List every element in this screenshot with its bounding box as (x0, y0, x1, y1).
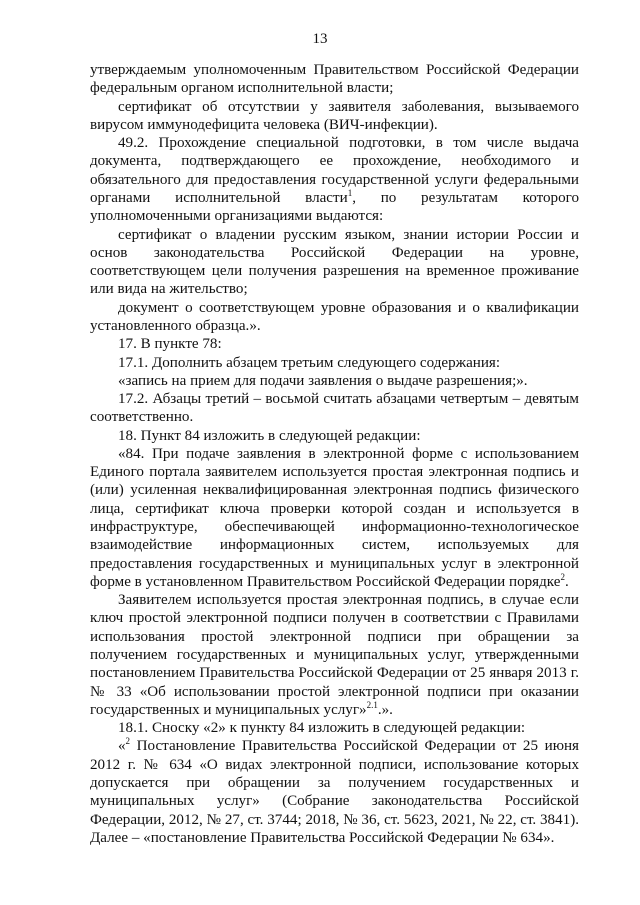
footnote-ref: 1 (347, 187, 353, 198)
paragraph-p12 (90, 591, 579, 719)
paragraph-p4 (90, 226, 579, 299)
paragraph-text: , по результатам которого уполномоченными организациями выдаются: (90, 189, 579, 225)
paragraph-p2 (90, 98, 579, 135)
page-number: 13 (312, 31, 328, 47)
paragraph-text: Заявителем используется простая электронная подпись, в случае если ключ простой электронной подписи получен в соответствии с Правилами использования простой электронной подписи при обращении за получением государственных и муниципальных услуг, утвержденными постановлением Правительства Российской Федерации от 25 января 2013 г. № 33 «Об использовании простой электронной подписи при оказании государственных и муниципальных услуг» (90, 592, 579, 718)
paragraph-p5 (90, 299, 579, 336)
paragraph-p14 (90, 737, 579, 847)
paragraph-text: сертификат об отсутствии у заявителя заболевания, вызываемого вирусом иммунодефицита человека (ВИЧ-инфекции). (90, 98, 579, 133)
footnote-ref: 2 (125, 736, 131, 747)
document-body (90, 61, 579, 847)
paragraph-text: 18.1. Сноску «2» к пункту 84 изложить в следующей редакции: (118, 720, 526, 737)
paragraph-p1 (90, 61, 579, 98)
paragraph-text: 49.2. Прохождение специальной подготовки, в том числе выдача документа, подтверждающего ее прохождение, необходимого и обязательного для предоставления государственной услуги федеральными органами исполнительной власти (90, 135, 579, 206)
paragraph-text: документ о соответствующем уровне образования и о квалификации установленного образца.». (90, 299, 579, 334)
paragraph-text: 17.1. Дополнить абзацем третьим следующего содержания: (118, 354, 501, 371)
paragraph-text: сертификат о владении русским языком, знании истории России и основ законодательства Российской Федерации на уровне, соответствующем цели получения разрешения на временное проживание или вида на жительство; (90, 226, 579, 298)
paragraph-text: утверждаемым уполномоченным Правительством Российской Федерации федеральным органом исполнительной власти; (90, 62, 579, 97)
paragraph-text: 17.2. Абзацы третий – восьмой считать абзацами четвертым – девятым соответственно. (90, 391, 579, 426)
paragraph-text: 18. Пункт 84 изложить в следующей редакции: (118, 427, 421, 444)
paragraph-text: .». (377, 701, 393, 718)
footnote-ref: 2.1 (366, 699, 378, 710)
footnote-ref: 2 (560, 571, 565, 582)
paragraph-p9 (90, 390, 579, 427)
paragraph-text: Постановление Правительства Российской Федерации от 25 июня 2012 г. № 634 «О видах электронной подписи, использование которых допускается при обращении за получением государственных и муниципальных услуг» (Собрание законодательства Российской Федерации, 2012, № 27, ст. 3744; 2018, № 36, ст. 5623, 2021, № 22, ст. 3841). Далее – «постановление Правительства Российской Федерации № 634». (90, 738, 579, 846)
paragraph-p7 (90, 354, 579, 372)
paragraph-text: 17. В пункте 78: (118, 336, 222, 353)
paragraph-p8 (90, 372, 579, 390)
paragraph-p3 (90, 134, 579, 225)
paragraph-p13 (90, 719, 579, 737)
paragraph-text: « (118, 738, 126, 755)
paragraph-text: . (564, 573, 569, 590)
paragraph-text: «запись на прием для подачи заявления о выдаче разрешения;». (118, 372, 528, 389)
paragraph-p6 (90, 335, 579, 353)
paragraph-p10 (90, 427, 579, 445)
paragraph-text: «84. При подаче заявления в электронной форме с использованием Единого портала заявителем используется простая электронная подпись и (или) усиленная неквалифицированная электронная подпись физического лица, сертификат ключа проверки которой создан и используется в инфраструктуре, обеспечивающей информационно-технологическое взаимодействие информационных систем, используемых для предоставления государственных и муниципальных услуг в электронной форме в установленном Правительством Российской Федерации порядке (90, 445, 579, 590)
paragraph-p11 (90, 445, 579, 591)
